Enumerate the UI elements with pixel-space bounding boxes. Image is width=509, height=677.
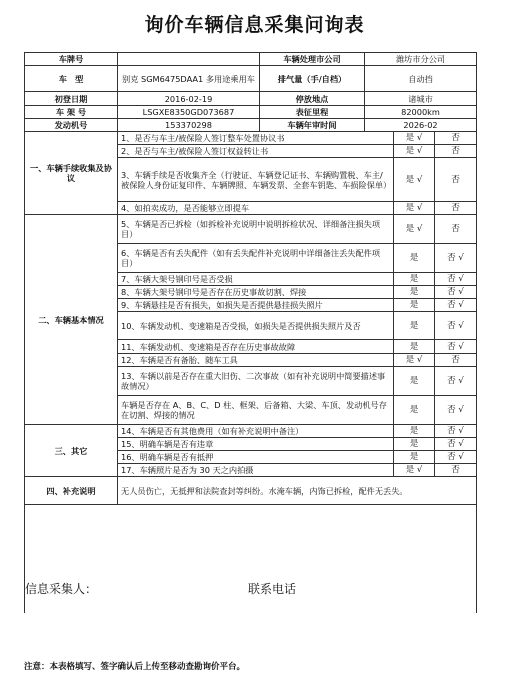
vin-label: 车 架 号 [25,106,118,119]
parking-label: 停放地点 [260,92,365,106]
engine-value: 153370298 [118,119,260,132]
displacement-label: 排气量（手/自档） [260,66,365,92]
option-yes: 是 [394,340,435,354]
register-date-label: 初登日期 [25,92,118,106]
option-yes: 是 √ [394,464,435,477]
option-no: 否 [435,464,477,477]
footer-note: 注意：本表格填写、签字确认后上传至移动查勘询价平台。 [24,662,246,672]
mileage-label: 表征里程 [260,106,365,119]
inquiry-form-table [24,52,477,613]
option-yes: 是 [394,244,435,273]
header-row-model [25,66,477,92]
checklist-row [25,132,477,145]
checklist-row [25,215,477,244]
remark-row [25,477,477,505]
model-value: 别克 SGM6475DAA1 多用途乘用车 [118,66,260,92]
plate-value [118,53,260,66]
checklist-item-text: 6、车辆是否有丢失配件（如有丢失配件补充说明中详细备注丢失配件项目） [118,244,394,273]
option-no: 否 √ [435,451,477,464]
option-yes: 是 √ [394,354,435,367]
option-yes: 是 [394,312,435,340]
option-no: 否 [435,354,477,367]
displacement-value: 自动挡 [365,66,477,92]
header-row-engine [25,119,477,132]
option-no: 否 √ [435,299,477,312]
option-yes: 是 √ [394,215,435,244]
checklist-item-text: 3、车辆手续是否收集齐全（行驶证、车辆登记证书、车辆购置税、车主/被保险人身份证复印件、车辆牌照、车辆发票、全套车钥匙、车损险保单） [118,158,394,202]
section-label-vehicle-condition: 二、车辆基本情况 [25,215,118,425]
option-no: 否 √ [435,312,477,340]
section-label-other: 三、其它 [25,425,118,477]
option-no: 否 √ [435,286,477,299]
inspection-label: 车辆年审时间 [260,119,365,132]
option-no: 否 √ [435,396,477,425]
remark-text: 无人员伤亡，无抵押和法院查封等纠纷。水淹车辆，内饰已拆检，配件无丢失。 [118,477,477,505]
checklist-item-text: 10、车辆发动机、变速箱是否受损，如损失是否提供损失照片及否 [118,312,394,340]
header-row-vin [25,106,477,119]
option-yes: 是 √ [394,202,435,215]
checklist-item-text: 13、车辆以前是否存在重大旧伤、二次事故（如有补充说明中简要描述事故情况） [118,367,394,396]
register-date-value: 2016-02-19 [118,92,260,106]
company-label: 车辆处理市公司 [260,53,365,66]
parking-value: 诸城市 [365,92,477,106]
option-yes: 是 [394,451,435,464]
option-yes: 是 [394,273,435,286]
option-no: 否 √ [435,367,477,396]
option-no: 否 √ [435,340,477,354]
vin-value: LSGXE8350GD073687 [118,106,260,119]
header-row-plate [25,53,477,66]
section-label-remarks: 四、补充说明 [25,477,118,505]
option-yes: 是 [394,425,435,438]
inspection-value: 2026-02 [365,119,477,132]
checklist-item-text: 14、车辆是否有其他费用（如有补充说明中备注） [118,425,394,438]
option-no: 否 √ [435,273,477,286]
option-no: 否 √ [435,425,477,438]
section-label-documents: 一、车辆手续收集及协议 [25,132,118,215]
option-yes: 是 [394,396,435,425]
option-yes: 是 [394,286,435,299]
option-no: 否 [435,132,477,145]
option-no: 否 √ [435,244,477,273]
option-yes: 是 [394,367,435,396]
page-title: 询价车辆信息采集问询表 [144,14,365,36]
option-no: 否 [435,202,477,215]
checklist-item-text: 16、明确车辆是否有抵押 [118,451,394,464]
checklist-row [25,425,477,438]
checklist-item-text: 15、明确车辆是否有违章 [118,438,394,451]
plate-label: 车牌号 [25,53,118,66]
option-yes: 是 √ [394,158,435,202]
checklist-item-text: 7、车辆大架号钢印号是否受损 [118,273,394,286]
checklist-item-text: 1、是否与车主/被保险人签订整车处置协议书 [118,132,394,145]
option-no: 否 √ [435,438,477,451]
option-no: 否 [435,145,477,158]
checklist-item-text: 17、车辆照片是否为 30 天之内拍摄 [118,464,394,477]
checklist-item-text: 9、车辆悬挂是否有损失，如损失是否提供悬挂损失照片 [118,299,394,312]
option-yes: 是 [394,299,435,312]
option-yes: 是 [394,438,435,451]
checklist-item-text: 2、是否与车主/被保险人签订权益转让书 [118,145,394,158]
checklist-item-text: 4、如拍卖成功，是否能够立即提车 [118,202,394,215]
checklist-item-text: 车辆是否存在 A、B、C、D 柱、框架、后备箱、大梁、车顶、发动机号存在切割、焊接的情况 [118,396,394,425]
collector-label: 信息采集人： [25,582,98,596]
option-yes: 是 √ [394,145,435,158]
checklist-item-text: 11、车辆发动机、变速箱是否存在历史事故故障 [118,340,394,354]
checklist-item-text: 8、车辆大架号钢印号是否存在历史事故切割、焊接 [118,286,394,299]
company-value: 潍坊市分公司 [365,53,477,66]
option-no: 否 [435,158,477,202]
header-row-date [25,92,477,106]
option-no: 否 [435,215,477,244]
mileage-value: 82000km [365,106,477,119]
option-yes: 是 √ [394,132,435,145]
model-label: 车 型 [25,66,118,92]
checklist-item-text: 5、车辆是否已拆检（如拆检补充说明中说明拆检状况、详细备注损失项目） [118,215,394,244]
engine-label: 发动机号 [25,119,118,132]
phone-label: 联系电话 [248,582,297,596]
checklist-item-text: 12、车辆是否有备胎、随车工具 [118,354,394,367]
